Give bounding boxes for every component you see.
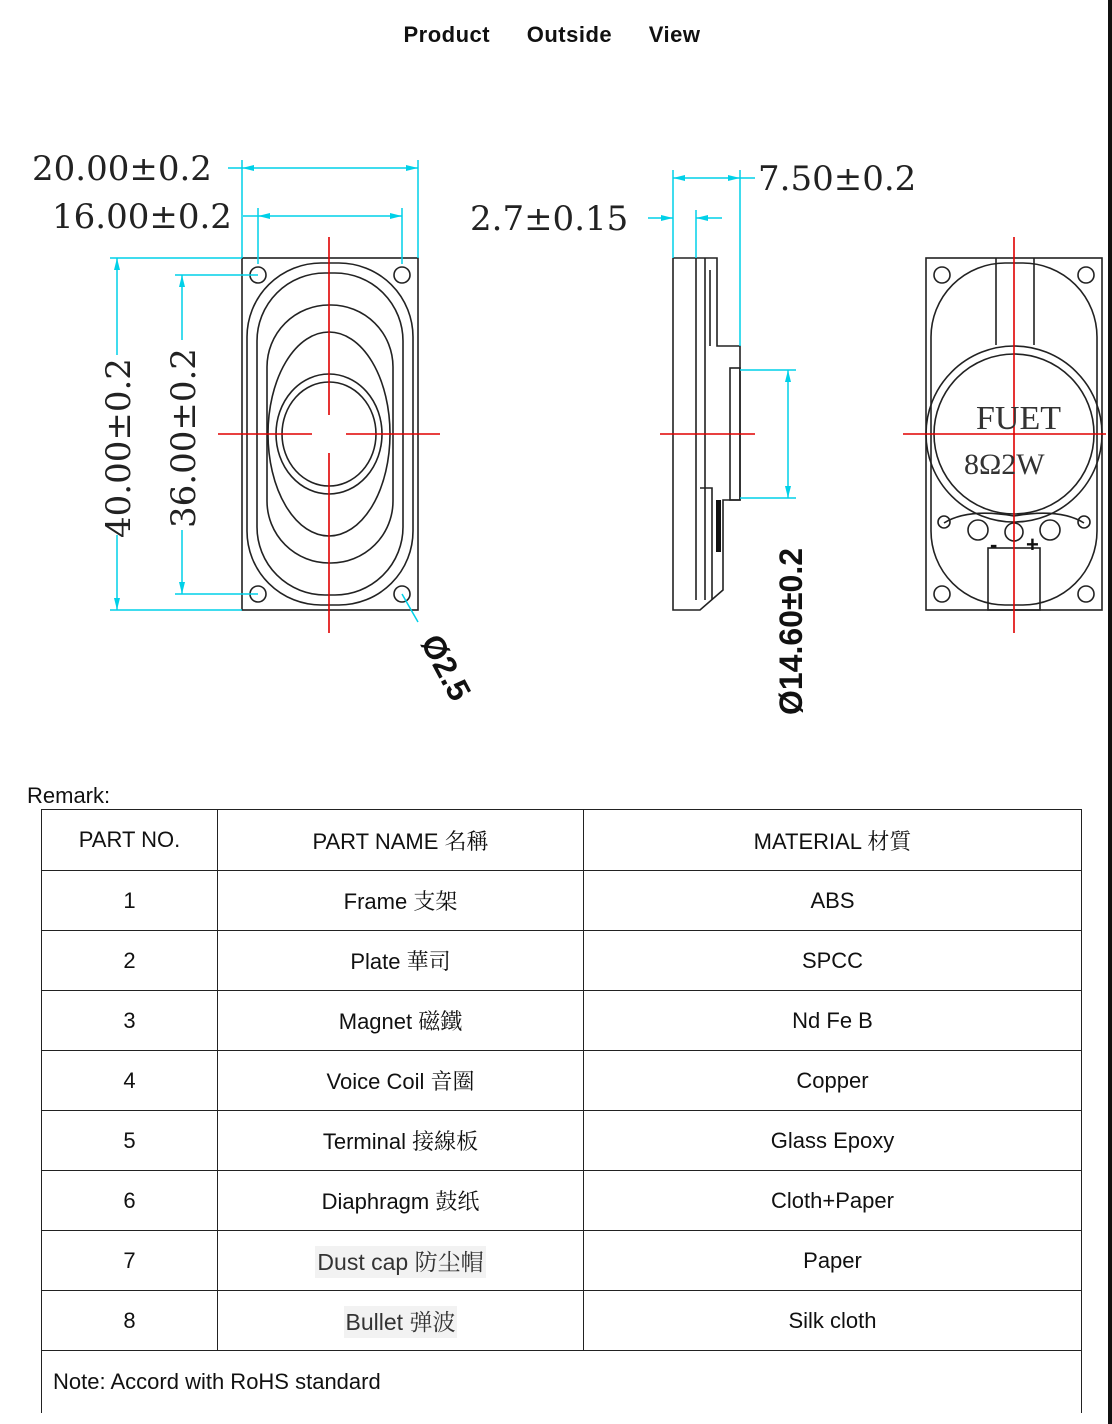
part-no: 2 — [42, 931, 218, 991]
rohs-note: Note: Accord with RoHS standard — [42, 1351, 1082, 1414]
part-material: Copper — [584, 1051, 1082, 1111]
back-solder-left — [938, 516, 950, 528]
part-material: Glass Epoxy — [584, 1111, 1082, 1171]
part-no: 1 — [42, 871, 218, 931]
back-hole-bl — [934, 586, 950, 602]
table-header-row — [42, 810, 1082, 871]
part-material: SPCC — [584, 931, 1082, 991]
parts-table — [41, 809, 1082, 1413]
side-dimension-lines — [648, 170, 796, 498]
part-material: Silk cloth — [584, 1291, 1082, 1351]
part-no: 6 — [42, 1171, 218, 1231]
dim-depth-total: 7.50±0.2 — [758, 159, 917, 199]
table-row — [42, 931, 1082, 991]
table-row — [42, 1171, 1082, 1231]
back-spec-label: 8Ω2W — [964, 448, 1045, 481]
front-centerlines — [218, 237, 440, 633]
table-row — [42, 1291, 1082, 1351]
back-brand-label: FUET — [976, 400, 1061, 437]
part-material: Nd Fe B — [584, 991, 1082, 1051]
part-no: 8 — [42, 1291, 218, 1351]
part-name: Frame 支架 — [218, 871, 584, 931]
part-name-highlighted: Dust cap 防尘帽 — [315, 1246, 485, 1278]
back-plus-label: + — [1026, 532, 1039, 557]
header-material: MATERIAL 材質 — [584, 810, 1082, 871]
title-word-view: View — [648, 22, 701, 47]
back-hole-br — [1078, 586, 1094, 602]
dim-height-outer: 40.00±0.2 — [99, 358, 139, 538]
part-name — [218, 1231, 584, 1291]
back-hole-tr — [1078, 267, 1094, 283]
part-name: Terminal 接線板 — [218, 1111, 584, 1171]
table-row — [42, 871, 1082, 931]
part-name: Voice Coil 音圈 — [218, 1051, 584, 1111]
table-row — [42, 991, 1082, 1051]
part-name: Diaphragm 鼓纸 — [218, 1171, 584, 1231]
back-terminal-right — [1040, 520, 1060, 540]
back-terminal-left — [968, 520, 988, 540]
side-dimension-arrows — [661, 175, 791, 498]
header-part-no: PART NO. — [42, 810, 218, 871]
dim-depth-frame: 2.7±0.15 — [470, 199, 629, 239]
mount-hole-tr — [394, 267, 410, 283]
dim-height-inner: 36.00±0.2 — [164, 348, 204, 528]
part-name — [218, 1291, 584, 1351]
table-row — [42, 1111, 1082, 1171]
table-row — [42, 1231, 1082, 1291]
part-no: 7 — [42, 1231, 218, 1291]
table-note-row — [42, 1351, 1082, 1414]
dim-hole-diameter: Ø2.5 — [413, 628, 479, 707]
part-material: ABS — [584, 871, 1082, 931]
part-material: Paper — [584, 1231, 1082, 1291]
back-hole-tl — [934, 267, 950, 283]
part-name-highlighted: Bullet 弹波 — [344, 1306, 458, 1338]
dim-width-inner: 16.00±0.2 — [52, 197, 232, 237]
remark-label: Remark: — [27, 783, 111, 808]
part-material: Cloth+Paper — [584, 1171, 1082, 1231]
part-no: 4 — [42, 1051, 218, 1111]
part-no: 5 — [42, 1111, 218, 1171]
table-row — [42, 1051, 1082, 1111]
back-minus-label: - — [990, 532, 998, 557]
title-word-outside: Outside — [526, 22, 613, 47]
dim-width-outer: 20.00±0.2 — [32, 149, 212, 189]
back-solder-right — [1078, 516, 1090, 528]
part-name: Plate 華司 — [218, 931, 584, 991]
part-name: Magnet 磁鐵 — [218, 991, 584, 1051]
side-terminal — [700, 488, 712, 600]
header-part-name: PART NAME 名稱 — [218, 810, 584, 871]
side-terminal-block — [716, 500, 721, 552]
part-no: 3 — [42, 991, 218, 1051]
title-word-product: Product — [403, 22, 491, 47]
dim-magnet-diameter: Ø14.60±0.2 — [773, 547, 809, 715]
